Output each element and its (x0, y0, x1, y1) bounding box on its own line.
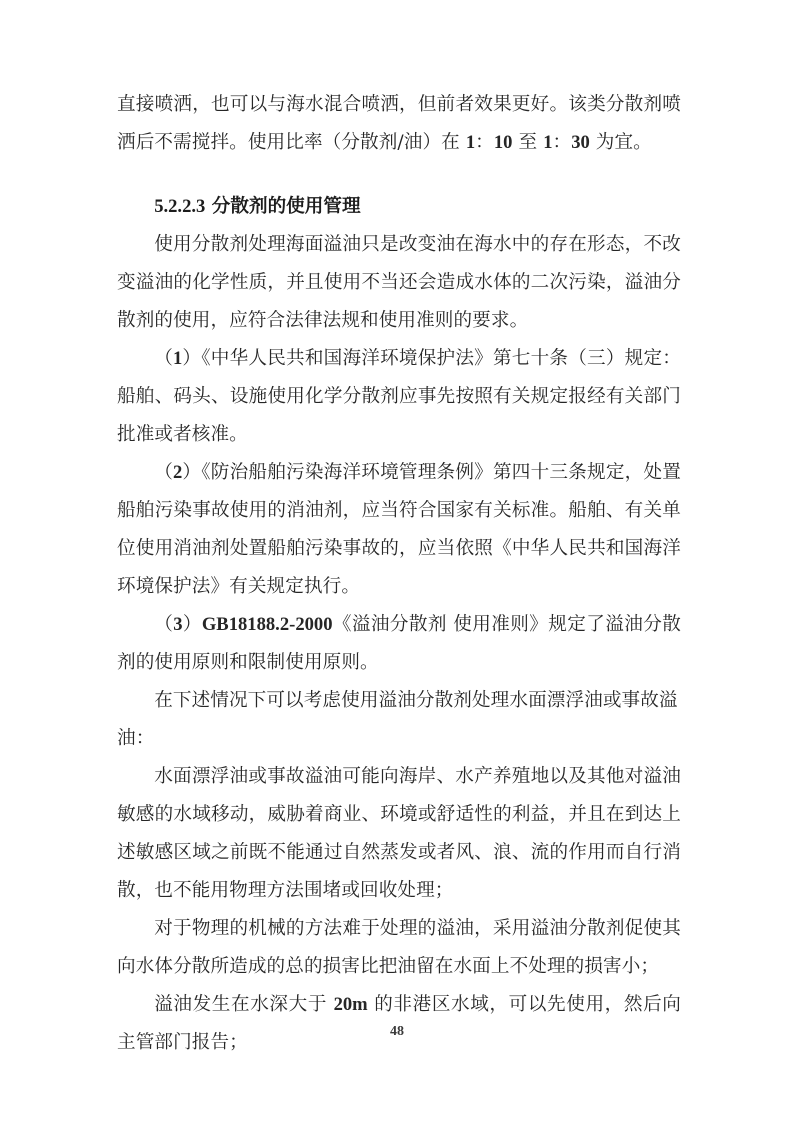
paragraph-regulation-item-2: （2）《防治船舶污染海洋环境管理条例》第四十三条规定，处置船舶污染事故使用的消油剂，应当符合国家有关标准。船舶、有关单位使用消油剂处置船舶污染事故的，应当依照《中华人民共和国海洋环境保护法》有关规定执行。 (117, 462, 681, 597)
paragraph-dispersant-overview: 使用分散剂处理海面溢油只是改变油在海水中的存在形态，不改变溢油的化学性质，并且使用不当还会造成水体的二次污染，溢油分散剂的使用，应符合法律法规和使用准则的要求。 (117, 234, 681, 331)
section-heading-5-2-2-3: 5.2.2.3 分散剂的使用管理 (154, 196, 361, 217)
paragraph-regulation-item-3: （3）GB18188.2-2000《溢油分散剂 使用准则》规定了溢油分散剂的使用原则和限制使用原则。 (117, 614, 681, 673)
paragraph-regulation-item-1: （1）《中华人民共和国海洋环境保护法》第七十条（三）规定：船舶、码头、设施使用化学分散剂应事先按照有关规定报经有关部门批准或者核准。 (117, 348, 681, 445)
paragraph-conditions-lead: 在下述情况下可以考虑使用溢油分散剂处理水面漂浮油或事故溢油： (117, 690, 678, 749)
paragraph-condition-c: 溢油发生在水深大于 20m 的非港区水域，可以先使用，然后向主管部门报告； (117, 994, 681, 1053)
page-number-footer: 48 (390, 1024, 404, 1039)
paragraph-condition-a: 水面漂浮油或事故溢油可能向海岸、水产养殖地以及其他对溢油敏感的水域移动，威胁着商业、环境或舒适性的利益，并且在到达上述敏感区域之前既不能通过自然蒸发或者风、浪、流的作用而自行消散，也不能用物理方法围堵或回收处理； (117, 766, 681, 901)
paragraph-condition-b: 对于物理的机械的方法难于处理的溢油，采用溢油分散剂促使其向水体分散所造成的总的损害比把油留在水面上不处理的损害小； (117, 918, 681, 977)
heading-spacer (117, 162, 681, 188)
page-text-column (117, 86, 681, 1062)
paragraph-intro-continued: 直接喷洒，也可以与海水混合喷洒，但前者效果更好。该类分散剂喷洒后不需搅拌。使用比率（分散剂/油）在 1：10 至 1：30 为宜。 (117, 94, 681, 153)
